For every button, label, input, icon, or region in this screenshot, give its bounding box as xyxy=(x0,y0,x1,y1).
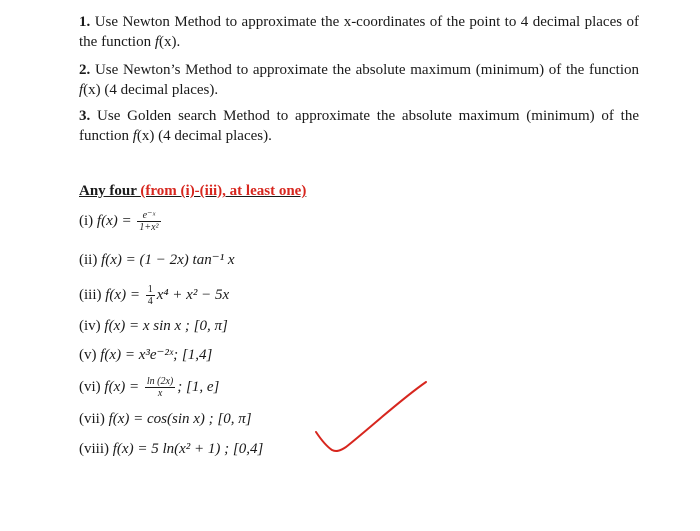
fraction-numerator: e⁻ˣ xyxy=(137,210,160,222)
question-number: 2. xyxy=(79,62,91,78)
question-tail: . xyxy=(176,34,181,50)
question-text: Use Newton Method to approximate the x-coordinates of the point to 4 decimal places of the function xyxy=(79,14,640,50)
function-label: (i) xyxy=(79,212,97,229)
function-expr: f(x) = cos(sin x) ; [0, π] xyxy=(108,411,252,427)
question-number: 3. xyxy=(79,108,91,124)
fraction-numerator: ln (2x) xyxy=(146,376,174,387)
function-expr: f(x) = (1 − 2x) tan⁻¹ x xyxy=(101,252,235,268)
function-symbol: f xyxy=(79,82,84,98)
function-rhs: x⁴ + x² − 5x xyxy=(156,286,230,303)
question-tail: (4 decimal places). xyxy=(100,82,219,98)
function-symbol: f xyxy=(132,128,137,144)
heading-black: Any four xyxy=(79,183,141,199)
checkmark-stroke xyxy=(316,382,426,451)
question-number: 1. xyxy=(79,14,91,30)
function-label: (viii) xyxy=(79,441,113,457)
question-text: Use Golden search Method to approximate the absolute maximum (minimum) of the function xyxy=(79,108,639,144)
function-arg: (x) xyxy=(136,128,155,144)
fraction-numerator: 1 xyxy=(147,284,153,295)
function-label: (iv) xyxy=(79,318,105,334)
heading-red: (from (i)-(iii), at least one) xyxy=(140,183,307,199)
function-lhs: f(x) = xyxy=(105,286,144,303)
function-arg: (x) xyxy=(83,82,101,98)
question-tail: (4 decimal places). xyxy=(154,128,272,144)
function-label: (iii) xyxy=(79,286,106,303)
fraction-denominator: 1+x² xyxy=(139,222,159,233)
fraction-denominator: x xyxy=(157,388,163,399)
function-lhs: f(x) = xyxy=(104,378,143,395)
function-label: (ii) xyxy=(79,252,102,268)
function-expr: f(x) = x³e⁻²ˣ; [1,4] xyxy=(100,347,213,363)
question-text: Use Newton’s Method to approximate the absolute maximum (minimum) of the function xyxy=(94,62,640,78)
function-lhs: f(x) = xyxy=(96,212,136,229)
function-rhs: ; [1, e] xyxy=(177,378,220,395)
function-label: (v) xyxy=(79,347,101,363)
function-expr: f(x) = 5 ln(x² + 1) ; [0,4] xyxy=(112,441,264,457)
function-symbol: f xyxy=(154,34,159,50)
function-expr: f(x) = x sin x ; [0, π] xyxy=(104,318,228,334)
function-label: (vi) xyxy=(79,378,105,395)
function-label: (vii) xyxy=(79,411,109,427)
function-arg: (x) xyxy=(159,34,177,50)
fraction-denominator: 4 xyxy=(147,296,153,307)
